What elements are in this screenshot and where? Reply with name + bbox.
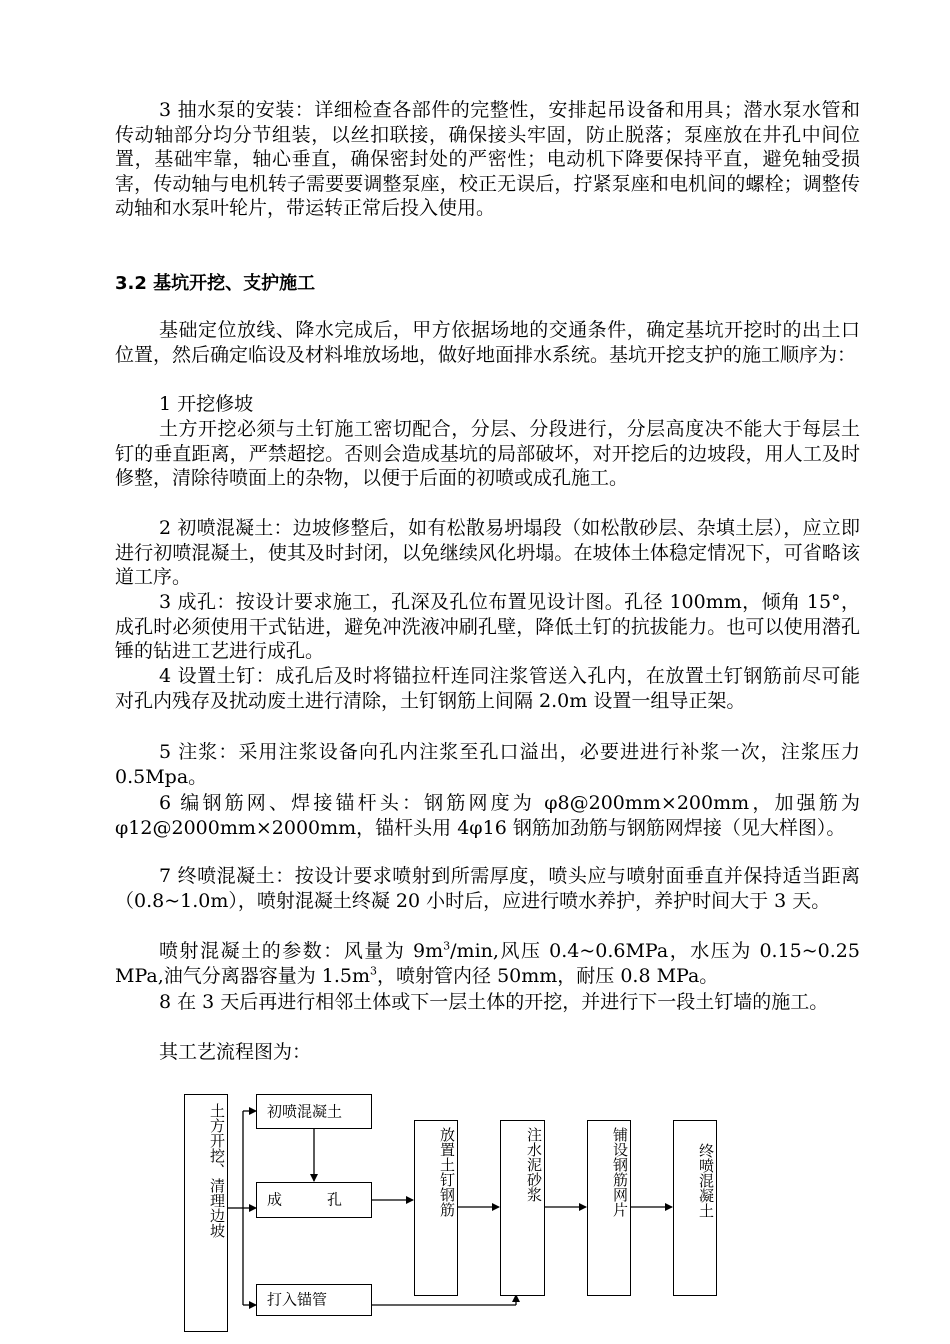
mesh-box: [587, 1120, 631, 1296]
spray-params-part-b: /min,风压 0.4~0.6MPa，水压为 0.15~0.25 MPa,油气分离器容量为 1.5m: [115, 940, 860, 987]
place-nail-box: [414, 1120, 458, 1296]
spray-params-part-c: ，喷射管内径 50mm，耐压 0.8 MPa。: [377, 964, 719, 987]
initial-spray-label: 初喷混凝土: [267, 1102, 343, 1121]
anchor-pipe-box: [256, 1284, 372, 1316]
paragraph-step1-body: 土方开挖必须与土钉施工密切配合，分层、分段进行，分层高度决不能大于每层土钉的垂直距离，严禁超挖。否则会造成基坑的局部破坏，对开挖后的边坡段，用人工及时修整，清除待喷面上的杂物，以便于后面的初喷或成孔施工。: [115, 418, 860, 490]
paragraph-flow-intro: 其工艺流程图为：: [159, 1041, 312, 1063]
excavate-label: 土方开挖、清理边坡: [208, 1103, 226, 1238]
final-spray-label: 终喷混凝土: [697, 1143, 715, 1218]
paragraph-step5: 5 注浆：采用注浆设备向孔内注浆至孔口溢出，必要进进行补浆一次，注浆压力 0.5Mpa。: [115, 741, 860, 788]
paragraph-step1-title: 1 开挖修坡: [159, 393, 254, 415]
paragraph-step6: 6 编钢筋网、焊接锚杆头：钢筋网度为 φ8@200mm×200mm，加强筋为 φ12@2000mm×2000mm，锚杆头用 4φ16 钢筋加劲筋与钢筋网焊接（见大样图）。: [115, 792, 860, 839]
mesh-label: 铺设钢筋网片: [611, 1127, 629, 1217]
grout-box: [500, 1120, 545, 1296]
paragraph-step4: 4 设置土钉：成孔后及时将锚拉杆连同注浆管送入孔内，在放置土钉钢筋前尽可能对孔内残存及扰动废土进行清除，土钉钢筋上间隔 2.0m 设置一组导正架。: [115, 665, 860, 712]
excavate-box: [184, 1094, 228, 1332]
section-heading: 3.2 基坑开挖、支护施工: [115, 273, 316, 294]
spray-params-part-a: 喷射混凝土的参数：风量为 9m: [159, 940, 444, 962]
paragraph-intro: 基础定位放线、降水完成后，甲方依据场地的交通条件，确定基坑开挖时的出土口位置，然后确定临设及材料堆放场地，做好地面排水系统。基坑开挖支护的施工顺序为：: [115, 319, 860, 366]
anchor-pipe-label: 打入锚管: [267, 1290, 328, 1309]
grout-label: 注水泥砂浆: [525, 1127, 543, 1202]
superscript: 3: [443, 939, 451, 953]
drill-box: [256, 1182, 372, 1218]
initial-spray-box: [256, 1094, 372, 1129]
paragraph-step7: 7 终喷混凝土：按设计要求喷射到所需厚度，喷头应与喷射面垂直并保持适当距离（0.8~1.0m），喷射混凝土终凝 20 小时后，应进行喷水养护，养护时间大于 3 天。: [115, 865, 860, 912]
paragraph-step3: 3 成孔：按设计要求施工，孔深及孔位布置见设计图。孔径 100mm，倾角 15°，成孔时必须使用干式钻进，避免冲洗液冲刷孔壁，降低土钉的抗拔能力。也可以使用潜孔锤的钻进工艺进行成孔。: [115, 591, 860, 663]
paragraph-step2: 2 初喷混凝土：边坡修整后，如有松散易坍塌段（如松散砂层、杂填土层），应立即进行初喷混凝土，使其及时封闭，以免继续风化坍塌。在坡体土体稳定情况下，可省略该道工序。: [115, 517, 860, 589]
place-nail-label: 放置土钉钢筋: [438, 1127, 456, 1217]
final-spray-box: [673, 1120, 717, 1296]
paragraph-pump-install: 3 抽水泵的安装：详细检查各部件的完整性，安排起吊设备和用具；潜水泵水管和传动轴部分均分节组装，以丝扣联接，确保接头牢固，防止脱落；泵座放在井孔中间位置，基础牢靠，轴心垂直，确保密封处的严密性；电动机下降要保持平直，避免轴受损害，传动轴与电机转子需要要调整泵座，校正无误后，拧紧泵座和电机间的螺栓；调整传动轴和水泵叶轮片，带运转正常后投入使用。: [115, 99, 860, 220]
superscript: 3: [370, 964, 378, 978]
drill-label: 成 孔: [267, 1190, 343, 1209]
paragraph-step8: 8 在 3 天后再进行相邻土体或下一层土体的开挖，并进行下一段土钉墙的施工。: [159, 991, 829, 1013]
